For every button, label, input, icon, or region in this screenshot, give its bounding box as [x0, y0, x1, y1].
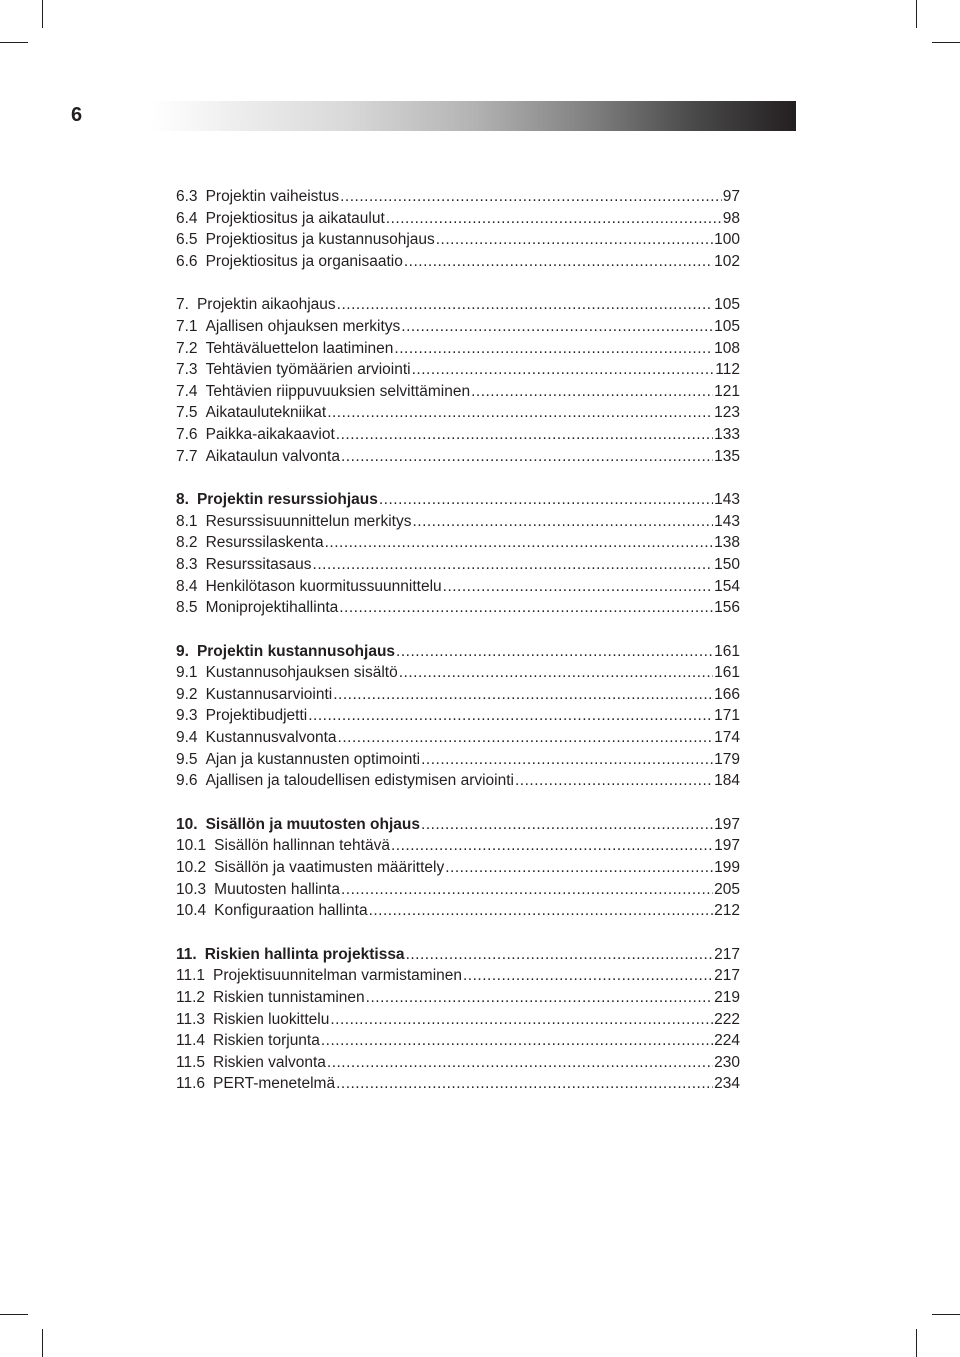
crop-mark-bottom-left-horizontal — [0, 1314, 28, 1315]
toc-dot-leader — [327, 402, 713, 424]
toc-entry-number: 9.1 — [176, 664, 198, 682]
toc-entry-number: 10.2 — [176, 859, 207, 877]
toc-entry[interactable] — [176, 554, 740, 576]
toc-entry-number: 6.4 — [176, 209, 198, 227]
toc-entry-title: Projektin kustannusohjaus — [196, 642, 396, 660]
toc-entry-page: 123 — [714, 404, 740, 422]
toc-entry-number: 7.4 — [176, 382, 198, 400]
toc-entry[interactable] — [176, 684, 740, 706]
toc-entry-page: 108 — [714, 339, 740, 357]
toc-entry[interactable] — [176, 727, 740, 749]
toc-entry-number: 8.3 — [176, 555, 198, 573]
toc-dot-leader — [471, 381, 713, 403]
toc-entry-title: Resurssilaskenta — [205, 534, 324, 552]
toc-entry-title: Sisällön ja muutosten ohjaus — [205, 815, 421, 833]
toc-dot-leader — [330, 1009, 713, 1031]
toc-entry-page: 230 — [714, 1053, 740, 1071]
toc-entry-page: 199 — [714, 859, 740, 877]
toc-dot-leader — [333, 684, 713, 706]
toc-entry-page: 150 — [714, 555, 740, 573]
toc-entry-page: 100 — [714, 231, 740, 249]
toc-dot-leader — [366, 987, 713, 1009]
toc-entry-page: 102 — [714, 252, 740, 270]
toc-entry-number: 11.2 — [176, 989, 206, 1006]
toc-dot-leader — [443, 576, 713, 598]
toc-entry-number: 11.1 — [176, 967, 206, 985]
toc-dot-leader — [338, 727, 714, 749]
toc-entry[interactable] — [176, 511, 740, 533]
toc-entry-number: 7.2 — [176, 339, 198, 357]
toc-entry-title: Ajan ja kustannusten optimointi — [205, 750, 421, 768]
toc-dot-leader — [391, 835, 713, 857]
toc-dot-leader — [325, 532, 714, 554]
toc-entry-page: 143 — [714, 512, 740, 530]
toc-entry-page: 156 — [714, 599, 740, 617]
toc-dot-leader — [394, 338, 713, 360]
toc-entry-title: Projektin resurssiohjaus — [196, 491, 378, 509]
toc-entry[interactable] — [176, 294, 740, 316]
toc-chapter-entry[interactable] — [176, 814, 740, 836]
toc-dot-leader — [421, 749, 713, 771]
toc-entry-page: 161 — [714, 664, 740, 682]
toc-entry-number: 7.5 — [176, 404, 198, 422]
toc-entry[interactable] — [176, 1052, 740, 1074]
toc-entry-page: 112 — [715, 361, 740, 379]
toc-entry-title: Projektin vaiheistus — [205, 188, 340, 205]
toc-entry-number: 7.6 — [176, 425, 198, 443]
toc-entry-number: 11.6 — [176, 1075, 206, 1093]
toc-dot-leader — [436, 229, 713, 251]
toc-entry[interactable] — [176, 186, 740, 208]
toc-entry-page: 138 — [714, 534, 740, 552]
toc-entry-page: 179 — [714, 750, 740, 768]
toc-entry-number: 11.5 — [176, 1053, 206, 1071]
toc-entry-title: Resurssitasaus — [205, 555, 312, 573]
toc-entry-number: 11.3 — [176, 1010, 206, 1028]
toc-entry-number: 9.2 — [176, 685, 198, 703]
toc-entry[interactable] — [176, 208, 740, 230]
toc-entry-title: PERT-menetelmä — [213, 1075, 336, 1093]
toc-entry-number: 9.5 — [176, 750, 198, 768]
toc-entry-page: 197 — [714, 837, 740, 855]
toc-entry-number: 8.2 — [176, 534, 198, 552]
toc-dot-leader — [421, 814, 713, 836]
toc-dot-leader — [463, 965, 713, 987]
toc-entry[interactable] — [176, 316, 740, 338]
toc-entry-number: 10.3 — [176, 880, 207, 898]
toc-entry[interactable] — [176, 576, 740, 598]
toc-entry-title: Kustannusohjauksen sisältö — [205, 664, 398, 682]
toc-entry-title: Projektiositus ja organisaatio — [205, 252, 403, 270]
toc-entry-title: Aikataulutekniikat — [205, 404, 327, 422]
toc-section — [176, 294, 740, 467]
toc-dot-leader — [412, 359, 715, 381]
toc-entry-number: 7.3 — [176, 361, 198, 379]
toc-entry-number: 9.3 — [176, 707, 198, 725]
toc-entry-title: Muutosten hallinta — [214, 880, 340, 898]
toc-entry-number: 6.3 — [176, 188, 198, 205]
crop-mark-top-left-vertical — [42, 0, 43, 28]
toc-section — [176, 186, 740, 272]
toc-dot-leader — [308, 705, 713, 727]
toc-entry-title: Projektibudjetti — [205, 707, 308, 725]
header-gradient-bar — [152, 101, 796, 131]
table-of-contents — [176, 186, 740, 1095]
toc-entry[interactable] — [176, 705, 740, 727]
toc-dot-leader — [399, 662, 713, 684]
toc-section — [176, 814, 740, 922]
toc-entry-title: Projektiositus ja aikataulut — [205, 209, 385, 227]
toc-chapter-entry[interactable] — [176, 641, 740, 663]
toc-entry-title: Kustannusarviointi — [205, 685, 333, 703]
toc-entry-title: Projektiositus ja kustannusohjaus — [205, 231, 435, 249]
toc-entry[interactable] — [176, 359, 740, 381]
toc-entry-number: 7.1 — [176, 317, 198, 335]
toc-entry-title: Ajallisen ohjauksen merkitys — [205, 317, 401, 335]
toc-entry-page: 217 — [714, 945, 740, 963]
crop-mark-top-right-vertical — [916, 0, 917, 28]
toc-entry-title: Aikataulun valvonta — [205, 447, 340, 465]
toc-entry-page: 98 — [722, 209, 740, 227]
toc-entry-number: 10.1 — [176, 837, 207, 855]
toc-entry-title: Henkilötason kuormitussuunnittelu — [205, 577, 442, 595]
toc-entry-title: Riskien torjunta — [213, 1032, 320, 1050]
toc-entry[interactable] — [176, 1009, 740, 1031]
toc-entry-title: Paikka-aikakaaviot — [205, 425, 335, 443]
toc-dot-leader — [404, 251, 713, 273]
toc-dot-leader — [337, 294, 713, 316]
toc-dot-leader — [340, 186, 722, 208]
toc-entry-number: 6.5 — [176, 231, 198, 249]
toc-entry[interactable] — [176, 338, 740, 360]
crop-mark-bottom-right-horizontal — [932, 1314, 960, 1315]
toc-entry[interactable] — [176, 965, 740, 987]
toc-section — [176, 641, 740, 792]
toc-entry-title: Tehtävien työmäärien arviointi — [205, 361, 411, 379]
crop-mark-bottom-left-vertical — [42, 1329, 43, 1357]
toc-dot-leader — [445, 857, 713, 879]
toc-entry-title: Projektisuunnitelman varmistaminen — [213, 967, 462, 985]
toc-entry[interactable] — [176, 879, 740, 901]
toc-entry[interactable] — [176, 749, 740, 771]
toc-entry-number: 6.6 — [176, 252, 198, 270]
toc-entry-page: 166 — [714, 685, 740, 703]
toc-dot-leader — [515, 770, 713, 792]
toc-entry[interactable] — [176, 770, 740, 792]
toc-entry[interactable] — [176, 229, 740, 251]
toc-dot-leader — [396, 641, 713, 663]
toc-dot-leader — [341, 879, 713, 901]
toc-dot-leader — [379, 489, 713, 511]
toc-entry-number: 9.4 — [176, 729, 198, 747]
toc-entry-title: Konfiguraation hallinta — [214, 902, 368, 920]
toc-entry-number: 7. — [176, 296, 189, 314]
toc-entry-page: 133 — [714, 425, 740, 443]
toc-chapter-entry[interactable] — [176, 944, 740, 966]
toc-entry-number: 8.4 — [176, 577, 198, 595]
toc-entry[interactable] — [176, 1073, 740, 1095]
toc-entry-page: 234 — [714, 1075, 740, 1093]
toc-entry-title: Riskien luokittelu — [213, 1010, 330, 1028]
crop-mark-top-right-horizontal — [932, 42, 960, 43]
toc-dot-leader — [321, 1030, 713, 1052]
toc-entry-number: 7.7 — [176, 447, 198, 465]
toc-entry[interactable] — [176, 857, 740, 879]
toc-dot-leader — [336, 424, 713, 446]
toc-entry-page: 97 — [722, 188, 740, 205]
toc-entry-title: Kustannusvalvonta — [205, 729, 337, 747]
toc-entry-page: 184 — [714, 772, 740, 790]
toc-entry-title: Sisällön hallinnan tehtävä — [214, 837, 390, 855]
toc-entry-number: 11.4 — [176, 1032, 206, 1050]
toc-entry-title: Projektin aikaohjaus — [196, 296, 336, 314]
toc-entry-number: 11. — [176, 945, 197, 963]
toc-entry-page: 171 — [714, 707, 740, 725]
toc-section — [176, 489, 740, 619]
toc-entry-page: 197 — [714, 815, 740, 833]
toc-entry-title: Tehtävien riippuvuuksien selvittäminen — [205, 382, 471, 400]
toc-entry-number: 8. — [176, 491, 189, 509]
toc-entry-page: 224 — [714, 1032, 740, 1050]
toc-entry[interactable] — [176, 251, 740, 273]
toc-dot-leader — [401, 316, 713, 338]
toc-entry[interactable] — [176, 987, 740, 1009]
toc-entry-page: 105 — [714, 296, 740, 314]
crop-mark-top-left-horizontal — [0, 42, 28, 43]
toc-dot-leader — [339, 597, 713, 619]
toc-entry-page: 212 — [714, 902, 740, 920]
toc-entry-page: 121 — [714, 382, 740, 400]
toc-entry-title: Moniprojektihallinta — [205, 599, 339, 617]
toc-entry-number: 8.1 — [176, 512, 198, 530]
toc-entry-title: Sisällön ja vaatimusten määrittely — [214, 859, 445, 877]
toc-entry[interactable] — [176, 424, 740, 446]
toc-dot-leader — [313, 554, 714, 576]
toc-entry-page: 135 — [714, 447, 740, 465]
toc-entry-title: Ajallisen ja taloudellisen edistymisen arviointi — [205, 772, 514, 790]
toc-dot-leader — [336, 1073, 713, 1095]
toc-dot-leader — [386, 208, 722, 230]
toc-dot-leader — [412, 511, 713, 533]
toc-entry-title: Tehtäväluettelon laatiminen — [205, 339, 394, 357]
toc-entry[interactable] — [176, 1030, 740, 1052]
toc-dot-leader — [327, 1052, 713, 1074]
toc-entry-title: Riskien tunnistaminen — [213, 989, 365, 1006]
toc-entry-page: 205 — [714, 880, 740, 898]
toc-entry-number: 10. — [176, 815, 198, 833]
page-number: 6 — [71, 104, 83, 126]
toc-entry[interactable] — [176, 597, 740, 619]
toc-entry-number: 9. — [176, 642, 189, 660]
crop-mark-bottom-right-vertical — [916, 1329, 917, 1357]
toc-entry-page: 174 — [714, 729, 740, 747]
toc-entry[interactable] — [176, 381, 740, 403]
toc-dot-leader — [406, 944, 714, 966]
toc-entry-title: Riskien valvonta — [213, 1053, 326, 1071]
toc-entry[interactable] — [176, 835, 740, 857]
toc-section — [176, 944, 740, 1095]
toc-entry-page: 143 — [714, 491, 740, 509]
toc-entry[interactable] — [176, 662, 740, 684]
toc-entry-number: 9.6 — [176, 772, 198, 790]
toc-entry-page: 217 — [714, 967, 740, 985]
toc-dot-leader — [369, 900, 714, 922]
toc-dot-leader — [341, 446, 713, 468]
toc-entry-page: 154 — [714, 577, 740, 595]
toc-entry-page: 161 — [714, 642, 740, 660]
toc-entry-title: Resurssisuunnittelun merkitys — [205, 512, 412, 530]
toc-entry[interactable] — [176, 402, 740, 424]
toc-entry[interactable] — [176, 532, 740, 554]
toc-entry-page: 219 — [714, 989, 740, 1006]
toc-chapter-entry[interactable] — [176, 489, 740, 511]
toc-entry-page: 105 — [714, 317, 740, 335]
toc-entry-number: 10.4 — [176, 902, 207, 920]
toc-entry-number: 8.5 — [176, 599, 198, 617]
toc-entry[interactable] — [176, 446, 740, 468]
toc-entry[interactable] — [176, 900, 740, 922]
toc-entry-page: 222 — [714, 1010, 740, 1028]
toc-entry-title: Riskien hallinta projektissa — [204, 945, 405, 963]
